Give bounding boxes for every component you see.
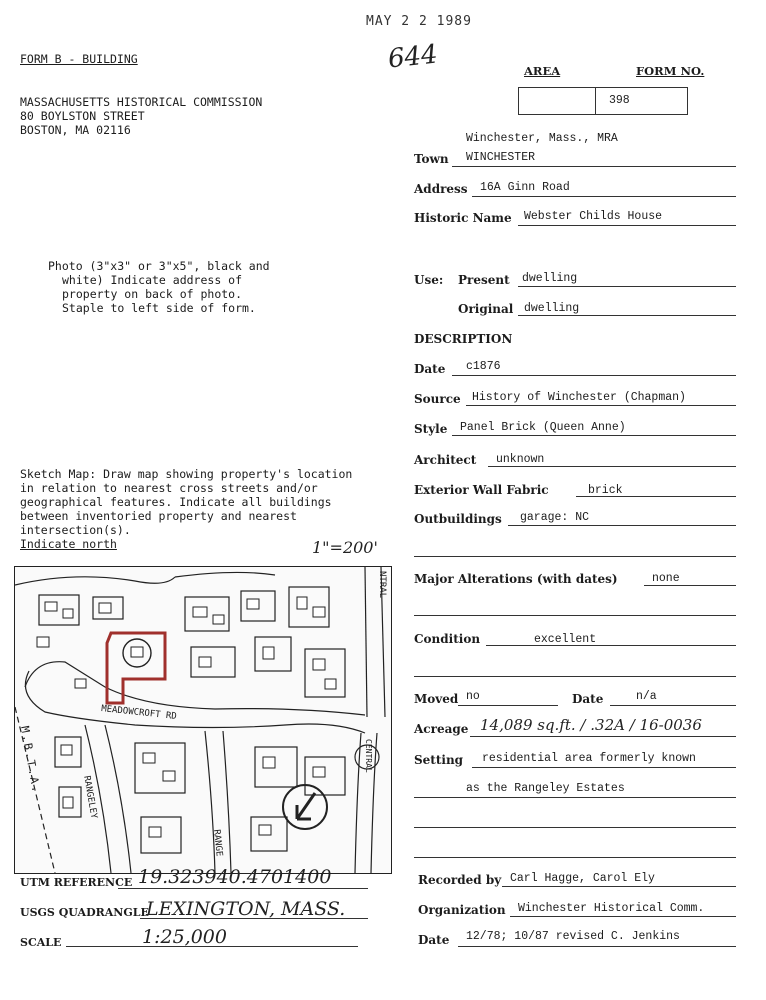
label-central-top: NTRAL xyxy=(377,571,387,599)
building xyxy=(247,599,259,609)
source-line xyxy=(466,405,736,406)
setting-value-line2: as the Rangeley Estates xyxy=(466,782,625,795)
use-present-value: dwelling xyxy=(522,272,578,285)
setting-value: residential area formerly known xyxy=(482,752,696,765)
building xyxy=(75,679,86,688)
architect-line xyxy=(488,466,736,467)
scale-label: SCALE xyxy=(20,936,62,949)
sketch-instructions xyxy=(20,467,352,551)
source-label: Source xyxy=(414,392,461,406)
town-line xyxy=(452,166,736,167)
utm-value: 19.323940.4701400 xyxy=(138,866,332,888)
setting-line-3 xyxy=(414,827,736,828)
architect-value: unknown xyxy=(496,453,545,466)
town-label: Town xyxy=(414,152,449,166)
setting-line-2 xyxy=(414,797,736,798)
acreage-label: Acreage xyxy=(414,722,469,736)
road-top-left xyxy=(15,577,175,585)
photo-instruction-line: property on back of photo. xyxy=(62,287,243,301)
moved-value: no xyxy=(466,690,480,703)
road-top-mid xyxy=(175,572,275,577)
recorded-by-value: Carl Hagge, Carol Ely xyxy=(510,872,655,885)
major-alterations-value: none xyxy=(652,572,680,585)
organization-label: Organization xyxy=(418,903,506,917)
form-no-value: 398 xyxy=(609,94,630,107)
building xyxy=(149,827,161,837)
moved-line xyxy=(458,705,558,706)
building xyxy=(259,825,271,835)
major-alterations-line-2 xyxy=(414,615,736,616)
outbuildings-label: Outbuildings xyxy=(414,512,502,526)
label-rangeley: RANGELEY xyxy=(81,775,99,820)
address-label: Address xyxy=(414,182,468,196)
building xyxy=(199,657,211,667)
area-form-box xyxy=(518,87,688,115)
block xyxy=(135,743,185,793)
box-divider xyxy=(595,88,596,114)
road-range-right xyxy=(223,731,231,873)
scale-value: 1:25,000 xyxy=(142,926,227,948)
record-date-line xyxy=(458,946,736,947)
style-label: Style xyxy=(414,422,448,436)
setting-line-4 xyxy=(414,857,736,858)
label-meadowcroft-rd: MEADOWCROFT RD xyxy=(100,704,178,722)
photo-instructions xyxy=(48,259,270,315)
description-heading: DESCRIPTION xyxy=(414,332,513,346)
sketch-instruction-line: between inventoried property and nearest xyxy=(20,509,297,523)
building xyxy=(313,607,325,617)
map-scale-note: 1"=200' xyxy=(312,538,378,557)
building xyxy=(37,637,49,647)
architect-label: Architect xyxy=(414,453,477,467)
setting-line xyxy=(472,767,736,768)
acreage-value: 14,089 sq.ft. / .32A / 16-0036 xyxy=(480,716,702,734)
property-building xyxy=(131,647,143,657)
commission-address xyxy=(20,95,262,137)
condition-label: Condition xyxy=(414,632,481,646)
organization-line xyxy=(510,916,736,917)
sketch-instruction-line: geographical features. Indicate all buildings xyxy=(20,495,332,509)
sketch-map xyxy=(14,566,392,874)
organization-value: Winchester Historical Comm. xyxy=(518,902,705,915)
commission-city: BOSTON, MA 02116 xyxy=(20,123,131,137)
building xyxy=(313,767,325,777)
record-date-value: 12/78; 10/87 revised C. Jenkins xyxy=(466,930,680,943)
label-mbta: M.B.T.A. xyxy=(18,725,43,796)
building xyxy=(325,679,336,689)
outbuildings-value: garage: NC xyxy=(520,511,590,524)
building xyxy=(45,602,57,611)
exterior-wall-fabric-label: Exterior Wall Fabric xyxy=(414,483,549,497)
building xyxy=(61,745,72,755)
building xyxy=(193,607,207,617)
utm-label: UTM REFERENCE xyxy=(20,876,133,889)
building xyxy=(263,757,275,768)
town-note: Winchester, Mass., MRA xyxy=(466,132,618,145)
sketch-instruction-line: Sketch Map: Draw map showing property's location xyxy=(20,467,353,481)
use-present-label: Present xyxy=(458,273,510,287)
date-label: Date xyxy=(414,362,446,376)
building xyxy=(163,771,175,781)
condition-value: excellent xyxy=(534,633,597,646)
label-central-mid: CENTRAL xyxy=(364,739,373,773)
source-value: History of Winchester (Chapman) xyxy=(472,391,686,404)
condition-line xyxy=(486,645,736,646)
indicate-north-label: Indicate north xyxy=(20,537,117,551)
photo-instruction-line: Staple to left side of form. xyxy=(62,301,256,315)
record-date-label: Date xyxy=(418,933,450,947)
town-value: WINCHESTER xyxy=(466,151,536,164)
block xyxy=(255,747,297,787)
label-range: RANGE xyxy=(211,829,224,857)
sketch-map-drawing xyxy=(15,567,391,873)
building xyxy=(213,615,224,624)
building xyxy=(143,753,155,763)
major-alterations-line xyxy=(644,585,736,586)
recorded-by-line xyxy=(502,886,736,887)
block xyxy=(305,649,345,697)
highlighted-property-outline xyxy=(107,633,165,703)
block xyxy=(191,647,235,677)
building xyxy=(297,597,307,609)
moved-date-label: Date xyxy=(572,692,604,706)
historic-name-value: Webster Childs House xyxy=(524,210,663,223)
historic-name-line xyxy=(518,225,736,226)
building xyxy=(313,659,325,670)
north-arrow-icon xyxy=(297,793,315,819)
area-label: AREA xyxy=(524,64,561,78)
major-alterations-label: Major Alterations (with dates) xyxy=(414,572,618,586)
sketch-instruction-line: in relation to nearest cross streets and/or xyxy=(20,481,318,495)
outbuildings-line xyxy=(508,525,736,526)
usgs-label: USGS QUADRANGLE xyxy=(20,906,149,919)
form-title: FORM B - BUILDING xyxy=(20,52,138,66)
usgs-value: LEXINGTON, MASS. xyxy=(146,898,346,920)
road-central-top xyxy=(365,567,367,717)
photo-instruction-line: Photo (3"x3" or 3"x5", black and xyxy=(48,259,270,273)
date-value: c1876 xyxy=(466,360,501,373)
received-date-stamp: MAY 2 2 1989 xyxy=(366,14,472,29)
use-label: Use: xyxy=(414,273,444,287)
style-value: Panel Brick (Queen Anne) xyxy=(460,421,626,434)
recorded-by-label: Recorded by xyxy=(418,873,502,887)
address-value: 16A Ginn Road xyxy=(480,181,570,194)
exterior-wall-fabric-value: brick xyxy=(588,484,623,497)
moved-date-line xyxy=(610,705,736,706)
address-line xyxy=(472,196,736,197)
building xyxy=(99,603,111,613)
handwritten-number: 644 xyxy=(386,39,440,75)
historic-name-label: Historic Name xyxy=(414,211,512,225)
moved-date-value: n/a xyxy=(636,690,657,703)
building xyxy=(63,797,73,808)
building xyxy=(263,647,274,659)
photo-instruction-line: white) Indicate address of xyxy=(62,273,243,287)
condition-line-2 xyxy=(414,676,736,677)
commission-name: MASSACHUSETTS HISTORICAL COMMISSION xyxy=(20,95,263,109)
use-original-value: dwelling xyxy=(524,302,580,315)
style-line xyxy=(452,435,736,436)
commission-street: 80 BOYLSTON STREET xyxy=(20,109,145,123)
setting-label: Setting xyxy=(414,753,464,767)
outbuildings-line-2 xyxy=(414,556,736,557)
use-present-line xyxy=(518,286,736,287)
building xyxy=(63,609,73,618)
acreage-line xyxy=(470,736,736,737)
use-original-label: Original xyxy=(458,302,514,316)
moved-label: Moved xyxy=(414,692,459,706)
use-original-line xyxy=(518,315,736,316)
sketch-instruction-line: intersection(s). xyxy=(20,523,131,537)
form-no-label: FORM NO. xyxy=(636,64,705,78)
date-line xyxy=(452,375,736,376)
utm-line xyxy=(118,888,368,889)
